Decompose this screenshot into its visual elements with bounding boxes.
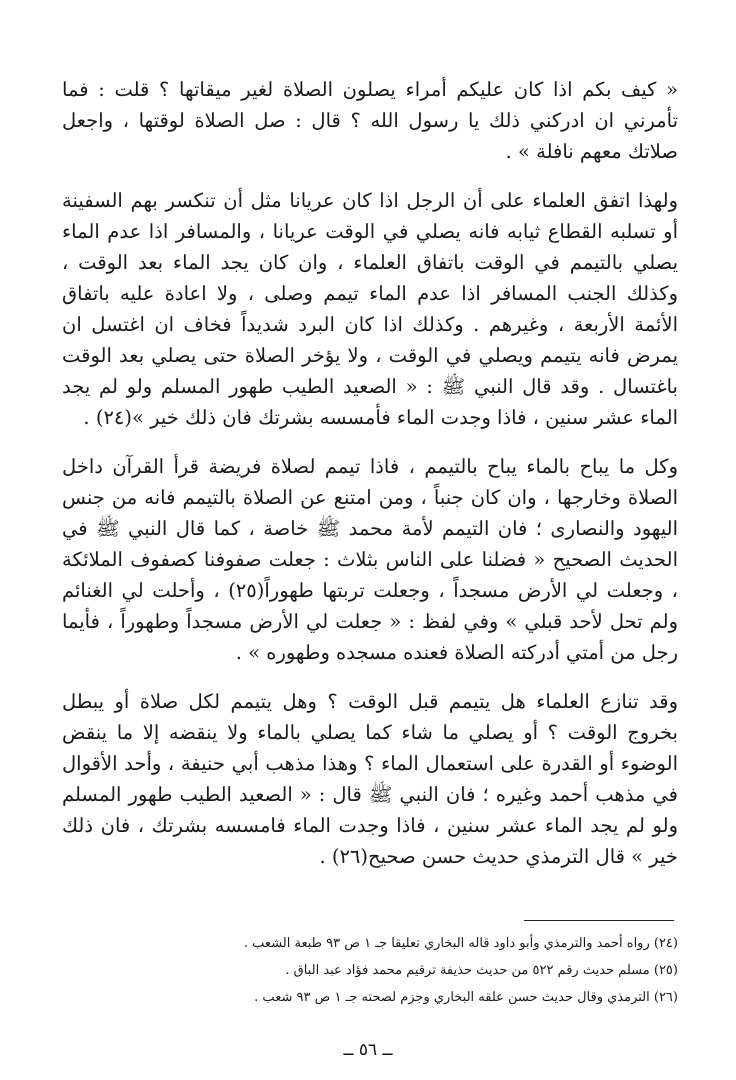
paragraph-2: ولهذا اتفق العلماء على أن الرجل اذا كان عريانا مثل أن تنكسر بهم السفينة أو تسلبه القطاع ثيابه فانه يصلي في الوقت عريانا ، والمسافر اذا عدم الماء يصلي بالتيمم في الوقت باتفاق العلماء ، وان كان يجد الماء بعد الوقت ، وكذلك الجنب المسافر اذا عدم الماء تيمم وصلى ، ولا اعادة عليه باتفاق الأئمة الأربعة ، وغيرهم . وكذلك اذا كان البرد شديداً فخاف ان اغتسل ان يمرض فانه يتيمم ويصلي في الوقت ، ولا يؤخر الصلاة حتى يصلي بعد الوقت باغتسال . وقد قال النبي ﷺ : « الصعيد الطيب طهور المسلم ولو لم يجد الماء عشر سنين ، فاذا وجدت الماء فأمسسه بشرتك فان ذلك خير »(٢٤) . xyxy=(62,189,678,429)
footnote-26: (٢٦) الترمذي وقال حديث حسن علقه البخاري وجزم لصحته جـ ١ ص ٩٣ شعب . xyxy=(254,990,678,1005)
paragraph-4: وقد تنازع العلماء هل يتيمم قبل الوقت ؟ وهل يتيمم لكل صلاة أو يبطل بخروج الوقت ؟ أو يصلي ما شاء كما يصلي بالماء ولا ينقضه إلا ما ينقض الوضوء أو القدرة على استعمال الماء ؟ وهذا مذهب أبي حنيفة ، وأحد الأقوال في مذهب أحمد وغيره ؛ فان النبي ﷺ قال : « الصعيد الطيب طهور المسلم ولو لم يجد الماء عشر سنين ، فاذا وجدت الماء فامسسه بشرتك ، فان ذلك خير » قال الترمذي حديث حسن صحيح(٢٦) . xyxy=(62,690,678,868)
footnotes xyxy=(62,930,678,1011)
footnote-25: (٢٥) مسلم حديث رقم ٥٢٢ من حديث حذيفة ترقيم محمد فؤاد عبد الباق . xyxy=(285,963,678,978)
page-number: ــ ٥٦ ــ xyxy=(343,1040,393,1060)
paragraph-3: وكل ما يباح بالماء يباح بالتيمم ، فاذا تيمم لصلاة فريضة قرأ القرآن داخل الصلاة وخارجها ، وان كان جنباً ، ومن امتنع عن الصلاة بالتيمم فانه من جنس اليهود والنصارى ؛ فان التيمم لأمة محمد ﷺ خاصة ، كما قال النبي ﷺ في الحديث الصحيح « فضلنا على الناس بثلاث : جعلت صفوفنا كصفوف الملائكة ، وجعلت لي الأرض مسجداً ، وجعلت تربتها طهوراً(٢٥) ، وأحلت لي الغنائم ولم تحل لأحد قبلي » وفي لفظ : « جعلت لي الأرض مسجداً وطهوراً ، فأيما رجل من أمتي أدركته الصلاة فعنده مسجده وطهوره » . xyxy=(62,455,678,664)
footnote-24: (٢٤) رواه أحمد والترمذي وأبو داود قاله البخاري تعليقا جـ ١ ص ٩٣ طبعة الشعب . xyxy=(243,936,678,951)
footnote-divider xyxy=(524,920,674,921)
main-text xyxy=(62,74,678,890)
paragraph-1: « كيف بكم اذا كان عليكم أمراء يصلون الصلاة لغير ميقاتها ؟ قلت : فما تأمرني ان ادركني ذلك يا رسول الله ؟ قال : صل الصلاة لوقتها ، واجعل صلاتك معهم نافلة » . xyxy=(62,78,678,163)
